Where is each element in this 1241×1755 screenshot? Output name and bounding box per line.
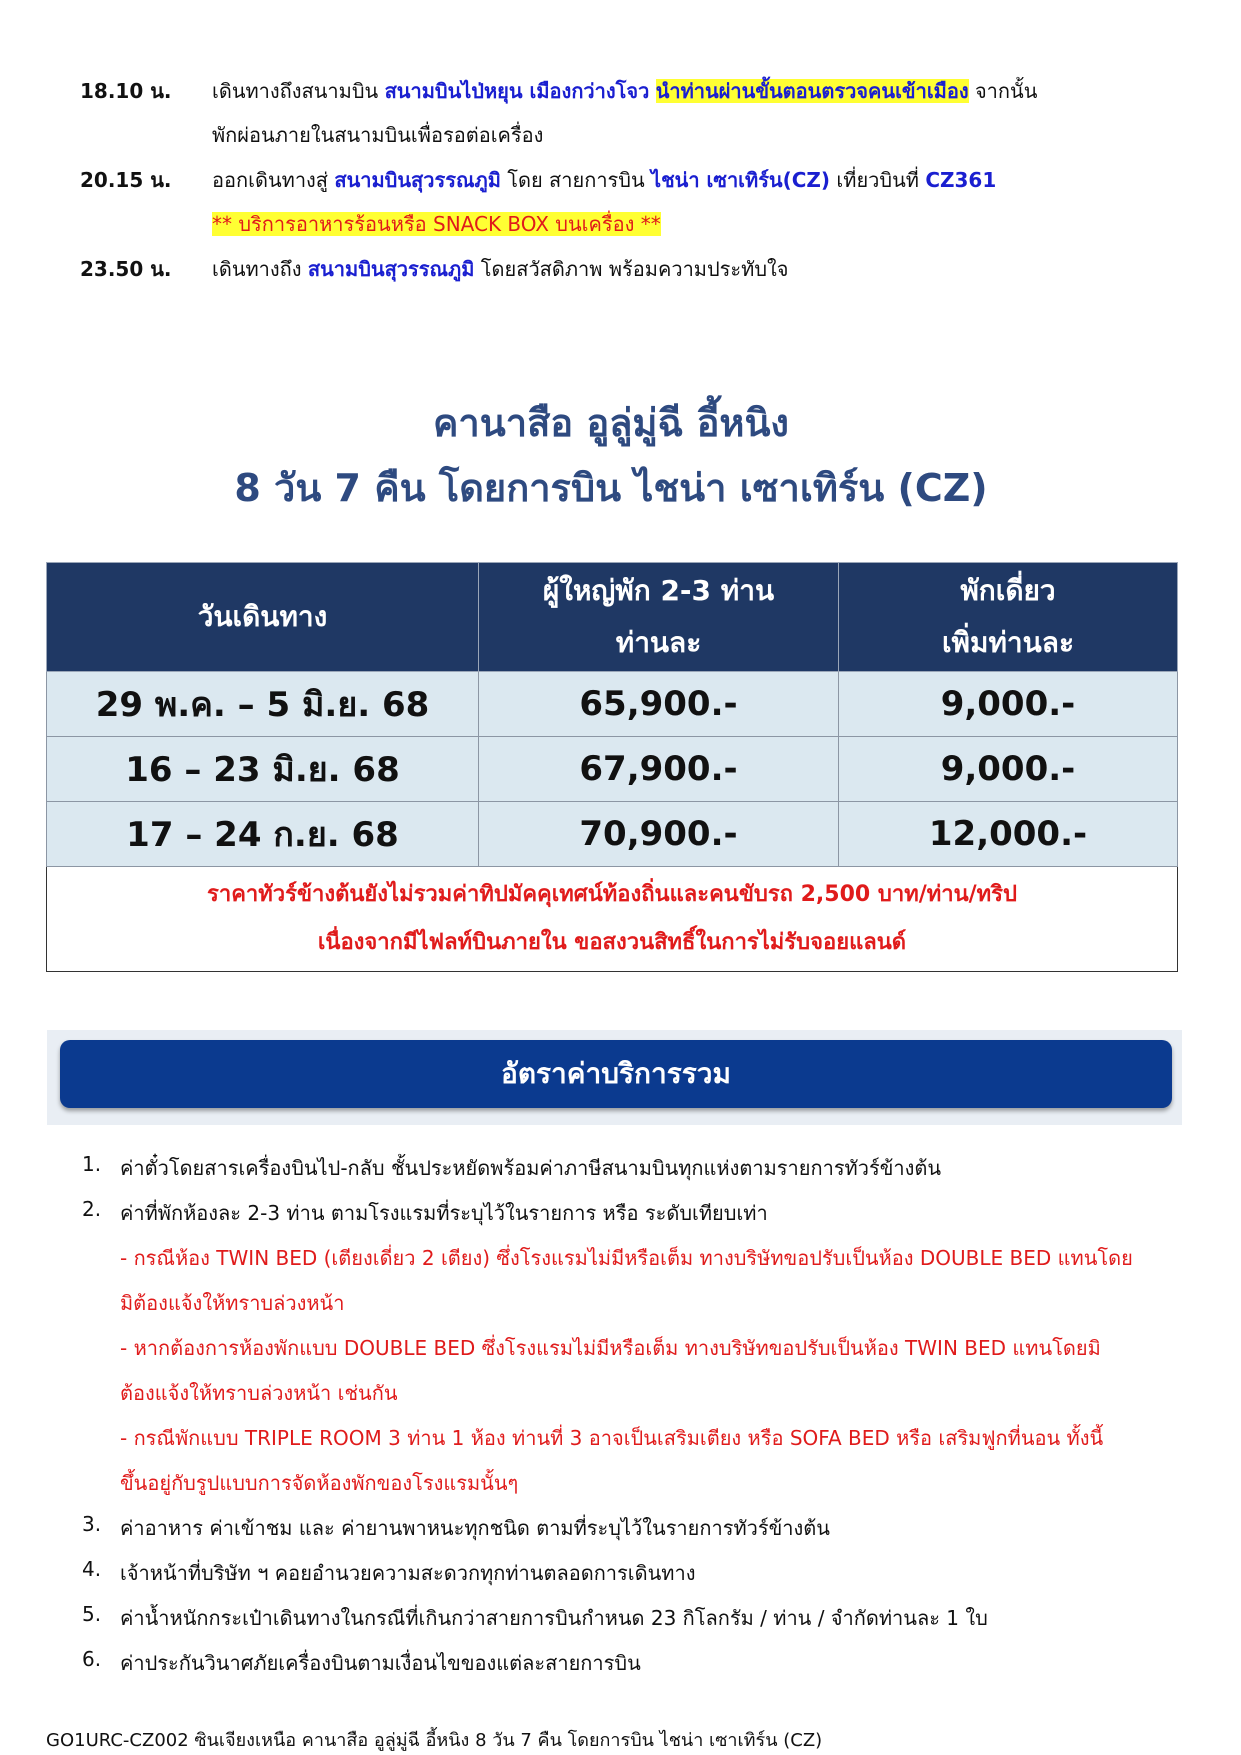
header-single-supplement	[839, 563, 1178, 672]
table-row	[47, 672, 1178, 737]
section-banner: อัตราค่าบริการรวม	[60, 1040, 1172, 1108]
price-table	[46, 562, 1178, 972]
list-number: 1.	[82, 1152, 102, 1176]
list-number: 5.	[82, 1602, 102, 1626]
highlight-text: นำท่านผ่านขั้นตอนตรวจคนเข้าเมือง	[655, 79, 969, 103]
header-line: พักเดี่ยว	[960, 574, 1056, 607]
header-line: ท่านละ	[615, 626, 702, 659]
room-note-line: - กรณีพักแบบ TRIPLE ROOM 3 ท่าน 1 ห้อง ท่านที่ 3 อาจเป็นเสริมเตียง หรือ SOFA BED หรือ เสริมฟูกที่นอน ทั้งนี้	[120, 1426, 1104, 1450]
price-note-line: เนื่องจากมีไฟลท์บินภายใน ขอสงวนสิทธิ์ในการไม่รับจอยแลนด์	[317, 930, 907, 955]
price-note	[47, 867, 1178, 972]
schedule-time: 18.10 น.	[80, 79, 172, 103]
airline-name: ไชน่า เซาเทิร์น(CZ)	[651, 168, 831, 192]
meal-note-text: ** บริการอาหารร้อนหรือ SNACK BOX บนเครื่อง **	[212, 212, 661, 236]
header-travel-date	[47, 563, 479, 672]
adult-price: 70,900.-	[479, 802, 839, 867]
single-price: 12,000.-	[839, 802, 1178, 867]
schedule-description	[212, 166, 1192, 194]
section-banner-background	[47, 1030, 1182, 1125]
price-note-line: ราคาทัวร์ข้างต้นยังไม่รวมค่าทิปมัคคุเทศน์ท้องถิ่นและคนขับรถ 2,500 บาท/ท่าน/ทริป	[207, 882, 1017, 907]
list-text: ค่าอาหาร ค่าเข้าชม และ ค่ายานพาหนะทุกชนิด ตามที่ระบุไว้ในรายการทัวร์ข้างต้น	[120, 1516, 830, 1540]
price-table-header	[47, 563, 1178, 672]
schedule-text: ออกเดินทางสู่	[212, 168, 335, 192]
list-text: ค่าน้ำหนักกระเป๋าเดินทางในกรณีที่เกินกว่าสายการบินกำหนด 23 กิโลกรัม / ท่าน / จำกัดท่านละ 1 ใบ	[120, 1606, 988, 1630]
room-note-line: - หากต้องการห้องพักแบบ DOUBLE BED ซึ่งโรงแรมไม่มีหรือเต็ม ทางบริษัทขอปรับเป็นห้อง TWIN BED แทนโดยมิ	[120, 1336, 1101, 1360]
table-row	[47, 802, 1178, 867]
location-name: สนามบินสุวรรณภูมิ	[307, 257, 475, 281]
schedule-time: 23.50 น.	[80, 257, 172, 281]
list-text: ค่าตั๋วโดยสารเครื่องบินไป-กลับ ชั้นประหยัดพร้อมค่าภาษีสนามบินทุกแห่งตามรายการทัวร์ข้างต้น	[120, 1156, 942, 1180]
schedule-text: เดินทางถึงสนามบิน	[212, 79, 385, 103]
adult-price: 67,900.-	[479, 737, 839, 802]
single-price: 9,000.-	[839, 672, 1178, 737]
travel-date: 17 – 24 ก.ย. 68	[47, 802, 479, 867]
list-number: 2.	[82, 1197, 102, 1221]
meal-note	[212, 210, 1192, 238]
room-note-line: ต้องแจ้งให้ทราบล่วงหน้า เช่นกัน	[120, 1381, 398, 1405]
list-text: เจ้าหน้าที่บริษัท ฯ คอยอำนวยความสะดวกทุกท่านตลอดการเดินทาง	[120, 1561, 696, 1585]
list-number: 4.	[82, 1557, 102, 1581]
schedule-text: เดินทางถึง	[212, 257, 308, 281]
schedule-description	[212, 77, 1192, 105]
location-name: สนามบินสุวรรณภูมิ	[334, 168, 501, 192]
schedule-text: เที่ยวบินที่	[830, 168, 926, 192]
schedule-text: โดยสวัสดิภาพ พร้อมความประทับใจ	[474, 257, 789, 281]
table-row	[47, 737, 1178, 802]
price-note-row	[47, 867, 1178, 972]
tour-subtitle: 8 วัน 7 คืน โดยการบิน ไชน่า เซาเทิร์น (CZ)	[234, 466, 988, 510]
list-number: 6.	[82, 1647, 102, 1671]
list-text: ค่าประกันวินาศภัยเครื่องบินตามเงื่อนไขของแต่ละสายการบิน	[120, 1651, 641, 1675]
schedule-time: 20.15 น.	[80, 168, 172, 192]
header-line: เพิ่มท่านละ	[941, 626, 1074, 659]
location-name: สนามบินไป่หยุน เมืองกว่างโจว	[384, 79, 650, 103]
travel-date: 16 – 23 มิ.ย. 68	[47, 737, 479, 802]
adult-price: 65,900.-	[479, 672, 839, 737]
list-text: ค่าที่พักห้องละ 2-3 ท่าน ตามโรงแรมที่ระบุไว้ในรายการ หรือ ระดับเทียบเท่า	[120, 1201, 768, 1225]
single-price: 9,000.-	[839, 737, 1178, 802]
schedule-text: จากนั้น	[968, 79, 1038, 103]
tour-title: คานาสือ อูลู่มู่ฉี อี้หนิง	[433, 401, 789, 445]
room-note-line: - กรณีห้อง TWIN BED (เตียงเดี่ยว 2 เตียง) ซึ่งโรงแรมไม่มีหรือเต็ม ทางบริษัทขอปรับเป็นห้อง DOUBLE BED แทนโดย	[120, 1246, 1133, 1270]
page-footer: GO1URC-CZ002 ซินเจียงเหนือ คานาสือ อูลู่มู่ฉี อี้หนิง 8 วัน 7 คืน โดยการบิน ไชน่า เซาเทิร์น (CZ)	[46, 1730, 823, 1751]
room-note-line: มิต้องแจ้งให้ทราบล่วงหน้า	[120, 1291, 345, 1315]
schedule-text: โดย สายการบิน	[500, 168, 652, 192]
header-line: วันเดินทาง	[197, 600, 328, 633]
header-adult-price	[479, 563, 839, 672]
travel-date: 29 พ.ค. – 5 มิ.ย. 68	[47, 672, 479, 737]
schedule-description	[212, 255, 1192, 283]
list-number: 3.	[82, 1512, 102, 1536]
room-note-line: ขึ้นอยู่กับรูปแบบการจัดห้องพักของโรงแรมนั้นๆ	[120, 1471, 519, 1495]
header-line: ผู้ใหญ่พัก 2-3 ท่าน	[542, 574, 775, 607]
schedule-description-line2: พักผ่อนภายในสนามบินเพื่อรอต่อเครื่อง	[212, 123, 544, 147]
flight-number: CZ361	[925, 168, 997, 192]
